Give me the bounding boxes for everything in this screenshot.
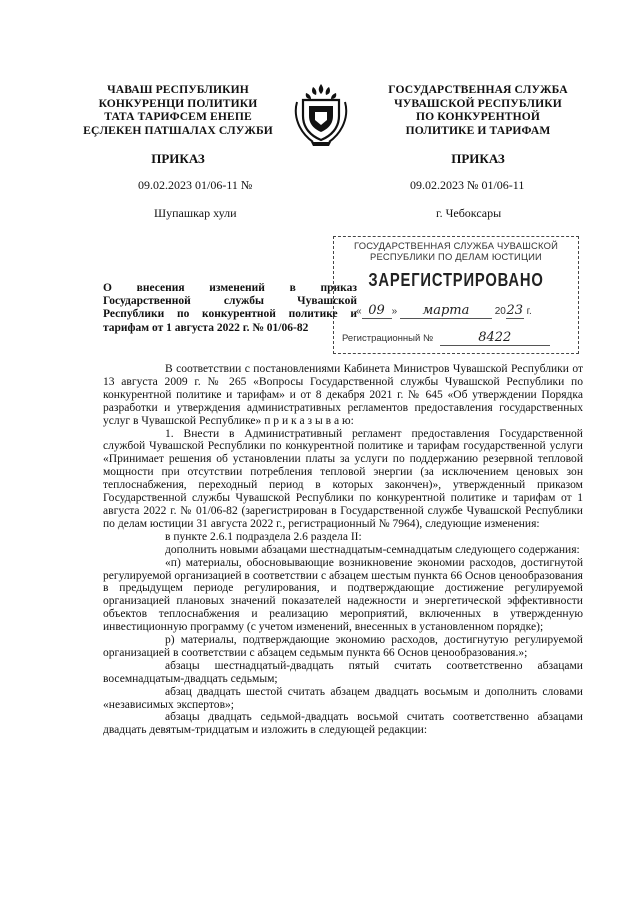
title-line: Государственной службы Чувашской: [103, 295, 357, 308]
paragraph: 1. Внести в Административный регламент предоставления Государственной службой Чувашской Республики по конкурентной политике и тарифам государственной услуги «Принимает решения об установлении платы за услуги по поддержанию резервной тепловой мощности при отсутствии потребления тепловой энергии (за исключением ценовых зон теплоснабжения, переходный период в которых закончен)», утвержденный приказом Государственной службы Чувашской Республики по конкурентной политике и тарифам от 1 августа 2022 г. № 01/06-82 (зарегистрирован в Государственной службе Чувашской Республики по делам юстиции 31 августа 2022 г., регистрационный № 7964), следующие изменения:: [103, 427, 583, 530]
paragraph: «п) материалы, обосновывающие возникновение экономии расходов, достигнутой регулируемой организацией в соответствии с абзацем шестым пункта 66 Основ ценообразования в предыдущем периоде регулирования, и подтверждающие достижение регулируемой организацией плановых значений показателей надежности и энергетической эффективности объектов теплоснабжения и реализацию мероприятий, включенных в утвержденную инвестиционную программу (с учетом изменений, внесенных в установленном порядке);: [103, 556, 583, 634]
stamp-registered: ЗАРЕГИСТРИРОВАНО: [368, 270, 544, 290]
paragraph: абзацы двадцать седьмой-двадцать восьмой считать соответственно абзацами двадцать девятым-тридцатым и изложить в следующей редакции:: [103, 711, 583, 737]
stamp-year: 23: [506, 303, 524, 318]
document-body: [103, 363, 583, 737]
header-right-doc-type: ПРИКАЗ: [451, 151, 505, 166]
stamp-day: 09: [362, 303, 392, 319]
paragraph: абзац двадцать шестой считать абзацем двадцать восьмым и дополнить словами «независимых экспертов»;: [103, 685, 583, 711]
paragraph: дополнить новыми абзацами шестнадцатым-семнадцатым следующего содержания:: [165, 543, 580, 556]
stamp-month: марта: [400, 303, 492, 319]
title-line: О внесения изменений в приказ: [103, 282, 357, 294]
paragraph: В соответствии с постановлениями Кабинета Министров Чувашской Республики от 13 августа 2009 г. № 265 «Вопросы Государственной службы Чувашской Республики по конкурентной политике и тарифам» и от 8 декабря 2021 г. № 645 «Об утверждении Порядка разработки и утверждения административных регламентов предоставления государственных услуг в Чувашской Республике» п р и к а з ы в а ю:: [103, 363, 583, 427]
header-right-line: ГОСУДАРСТВЕННАЯ СЛУЖБА: [388, 83, 568, 96]
paragraph: абзацы шестнадцатый-двадцать пятый считать соответственно абзацами восемнадцатым-двадцать седьмым;: [103, 659, 583, 685]
stamp-date-line: « 09 » марта 2023 г.: [356, 303, 532, 318]
header-left-line: КОНКУРЕНЦИ ПОЛИТИКИ: [98, 96, 258, 110]
header-left-date-number: 09.02.2023 01/06-11 №: [138, 178, 253, 192]
header-left-line: ТАТА ТАРИФСЕМ ЕНЕПЕ: [104, 110, 252, 124]
stamp-org-line: РЕСПУБЛИКИ ПО ДЕЛАМ ЮСТИЦИИ: [370, 251, 542, 262]
stamp-reg-label: Регистрационный №: [342, 333, 434, 344]
header-right-line: ЧУВАШСКОЙ РЕСПУБЛИКИ: [394, 96, 562, 110]
stamp-org-line: ГОСУДАРСТВЕННАЯ СЛУЖБА ЧУВАШСКОЙ: [353, 240, 559, 251]
stamp-year-suffix: г.: [526, 306, 532, 317]
title-line: тарифам от 1 августа 2022 г. № 01/06-82: [103, 321, 309, 334]
header-right-city: г. Чебоксары: [436, 206, 502, 220]
stamp-reg-number: 8422: [440, 330, 550, 346]
header-left-city: Шупашкар хули: [154, 206, 237, 220]
header-right-line: ПОЛИТИКЕ И ТАРИФАМ: [405, 123, 551, 137]
document-title: [103, 282, 357, 335]
header-left-line: ЧАВАШ РЕСПУБЛИКИН: [107, 83, 249, 96]
stamp-year-prefix: 20: [494, 306, 506, 317]
paragraph: в пункте 2.6.1 подраздела 2.6 раздела II:: [165, 530, 362, 543]
title-line: Республики по конкурентной политике и: [103, 308, 357, 321]
stamp-number-line: [342, 330, 570, 346]
header-left-org: [78, 83, 278, 137]
header-right-org: [373, 83, 583, 137]
header-left-line: ЕҪЛЕКЕН ПАТШАЛАХ СЛУЖБИ: [83, 123, 273, 137]
header-right-line: ПО КОНКУРЕНТНОЙ: [416, 110, 540, 124]
paragraph: р) материалы, подтверждающие экономию расходов, достигнутую регулируемой организацией в соответствии с абзацем седьмым пункта 66 Основ ценообразования.»;: [103, 634, 583, 659]
registration-stamp: [333, 236, 579, 354]
header-right-date-number: 09.02.2023 № 01/06-11: [410, 178, 525, 192]
coat-of-arms-icon: [291, 82, 351, 148]
header-left-doc-type: ПРИКАЗ: [151, 151, 205, 166]
